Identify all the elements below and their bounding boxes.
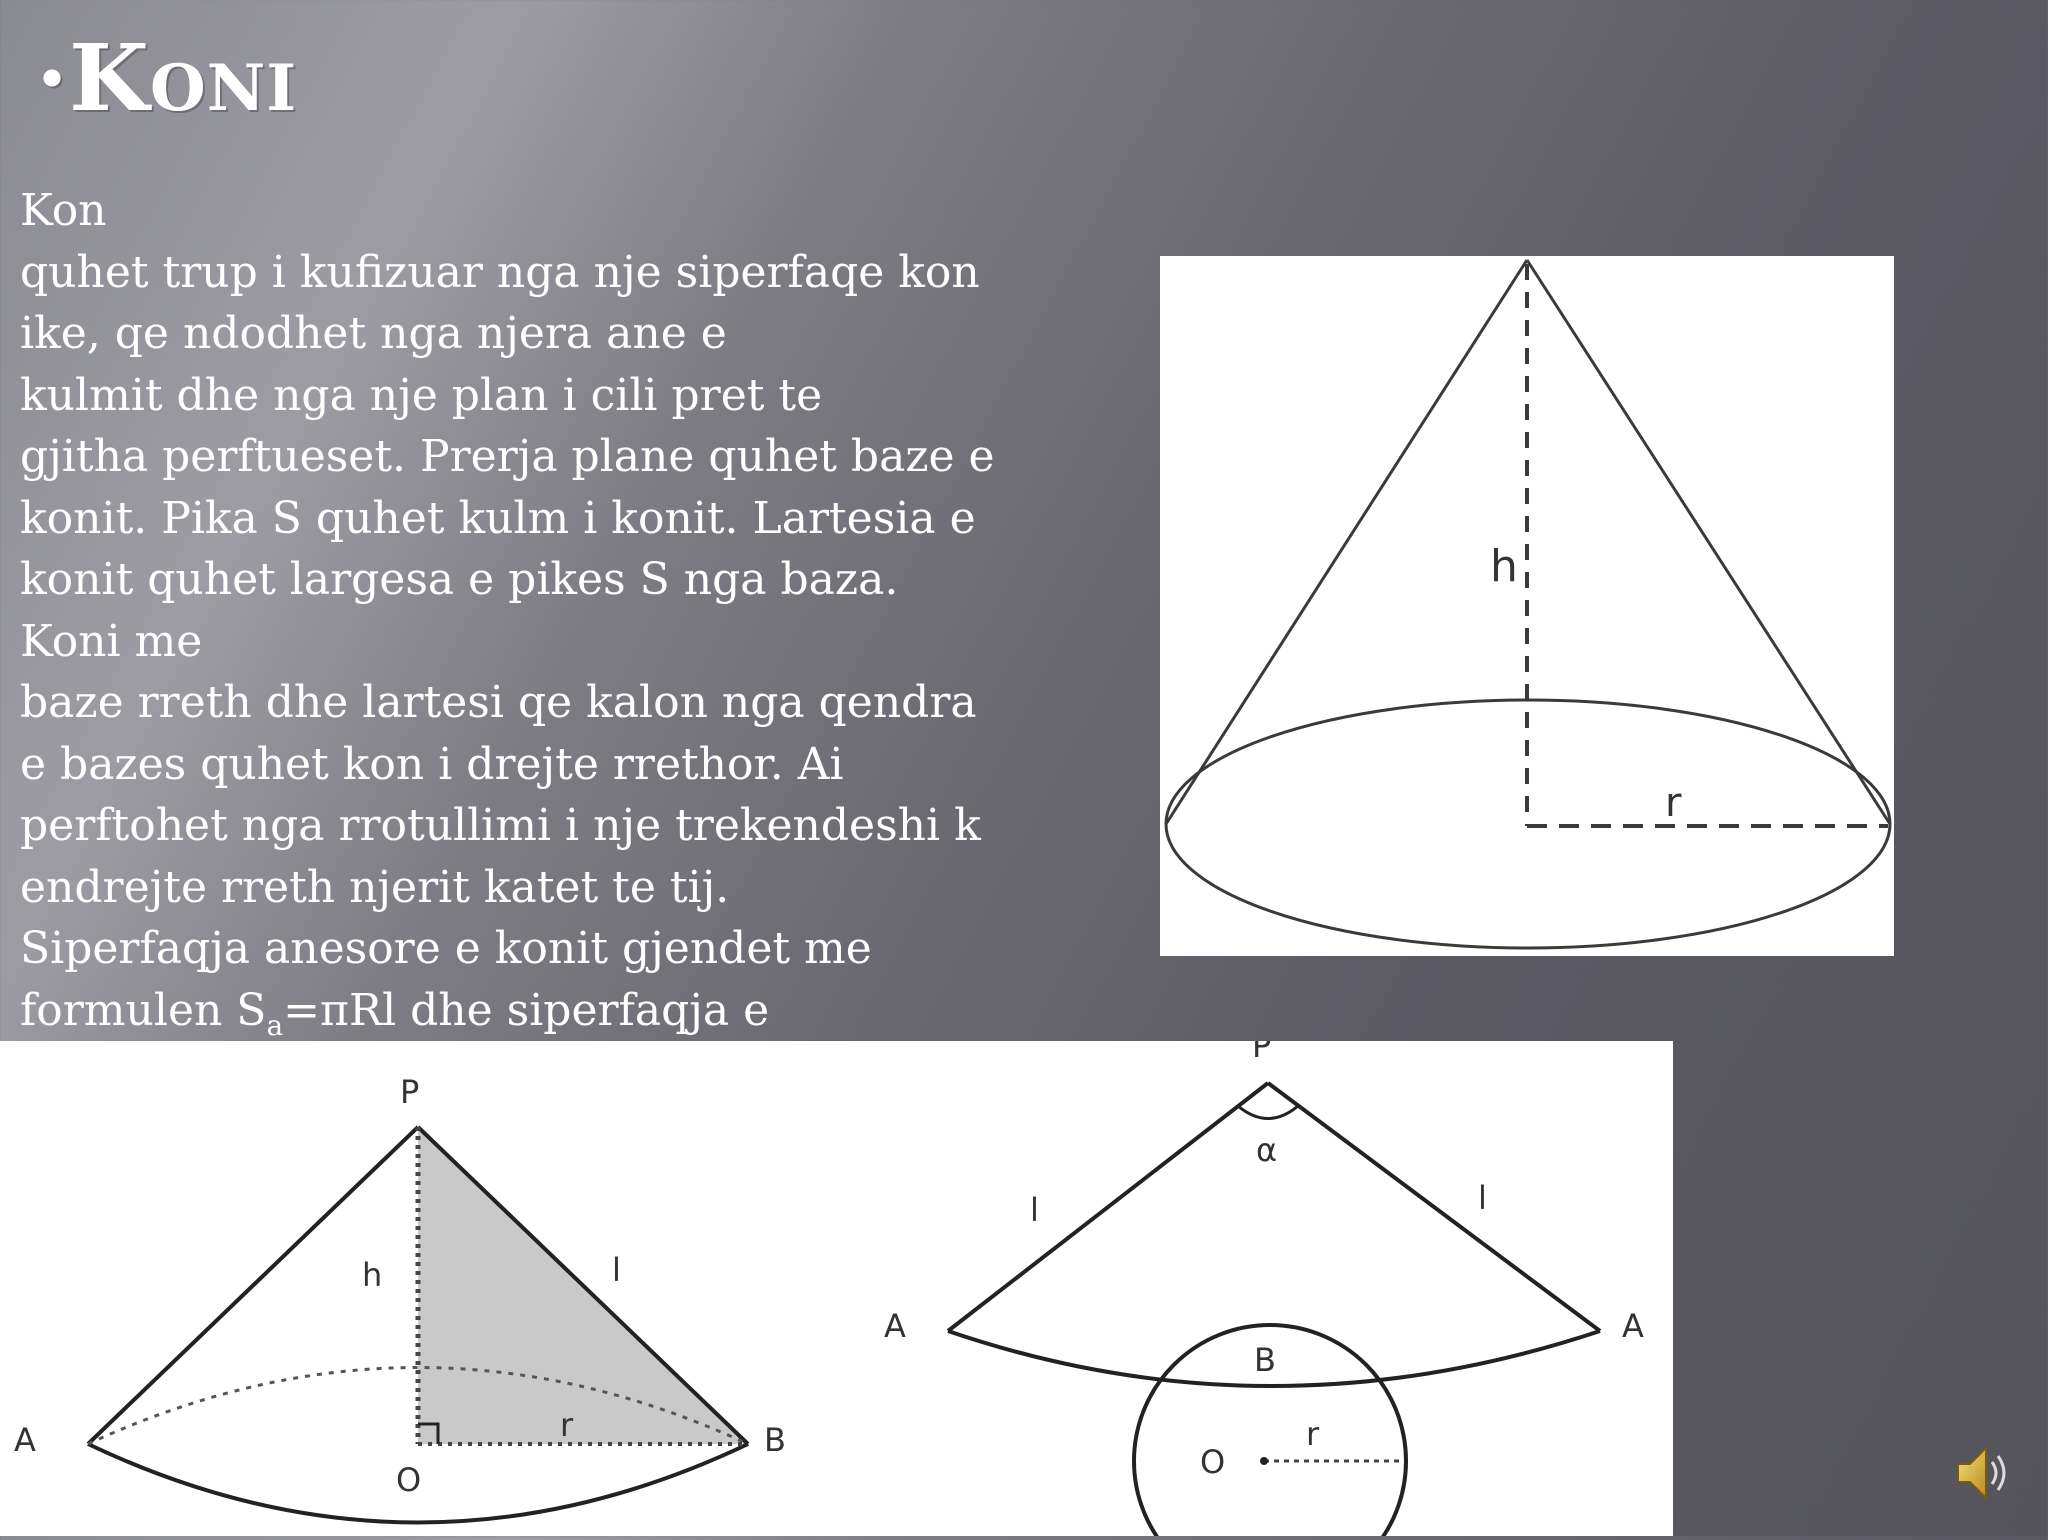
formula-prefix: formulen S: [20, 984, 267, 1036]
text-line: konit quhet largesa e pikes S nga baza.: [20, 554, 899, 605]
net-side-left: [948, 1083, 1268, 1331]
text-line: Koni me: [20, 615, 203, 667]
cone-point-b-label: B: [764, 1421, 786, 1459]
text-line: Siperfaqja anesore e konit gjendet me: [20, 923, 872, 974]
text-line: kulmit dhe nga nje plan i cili pret te: [20, 369, 823, 421]
text-line: e bazes quhet kon i drejte rrethor. Ai: [20, 738, 844, 790]
net-arc-label: B: [1254, 1341, 1276, 1379]
slide-title: ·Koni: [36, 24, 298, 132]
cone-side-right: [1527, 260, 1890, 824]
text-line: gjitha perftueset. Prerja plane quhet baze e: [20, 431, 995, 482]
speaker-icon-graphic: [1954, 1440, 2010, 1504]
net-slant-right-label: l: [1478, 1179, 1487, 1217]
cone-side-left: [1166, 260, 1527, 824]
cone-point-a-label: A: [14, 1421, 36, 1459]
cone-diagram: [1160, 256, 1894, 956]
net-angle-arc: [1238, 1106, 1298, 1119]
cone-center-label: O: [396, 1461, 422, 1499]
speaker-icon[interactable]: [1954, 1440, 2010, 1504]
cone-radius-label: r: [560, 1406, 574, 1444]
formula-suffix: =πRl dhe siperfaqja e: [283, 984, 770, 1036]
net-center-label: O: [1200, 1443, 1226, 1481]
cone-slant-label: l: [612, 1251, 621, 1289]
cone-apex-label: P: [400, 1073, 420, 1111]
formula-subscript: a: [266, 1008, 284, 1042]
text-line: ike, qe ndodhet nga njera ane e: [20, 308, 727, 359]
cone-net-diagram: [0, 1041, 1673, 1536]
text-line: quhet trup i kufizuar nga nje siperfaqe kon: [20, 246, 980, 298]
net-center-dot: [1260, 1457, 1268, 1465]
net-point-a-right-label: A: [1622, 1307, 1644, 1345]
radius-label: r: [1665, 780, 1682, 826]
net-apex-label: P: [1252, 1041, 1272, 1065]
net-side-right: [1268, 1083, 1600, 1331]
text-line: perftohet nga rrotullimi i nje trekendeshi k: [20, 800, 981, 851]
slide-body-text: [20, 180, 1030, 1056]
text-line: endrejte rreth njerit katet te tij.: [20, 861, 730, 913]
cone-figure-bottom: [0, 1041, 1673, 1536]
text-line: baze rreth dhe lartesi qe kalon nga qendra: [20, 677, 977, 728]
cone-figure-right: [1160, 256, 1894, 956]
net-radius-label: r: [1306, 1415, 1320, 1453]
cone-height-label: h: [362, 1256, 383, 1294]
text-line: konit. Pika S quhet kulm i konit. Lartesia e: [20, 492, 976, 544]
net-angle-label: α: [1256, 1131, 1278, 1169]
net-slant-left-label: l: [1030, 1191, 1039, 1229]
net-point-a-left-label: A: [884, 1307, 906, 1345]
height-label: h: [1490, 541, 1518, 592]
text-line: Kon: [20, 185, 107, 236]
